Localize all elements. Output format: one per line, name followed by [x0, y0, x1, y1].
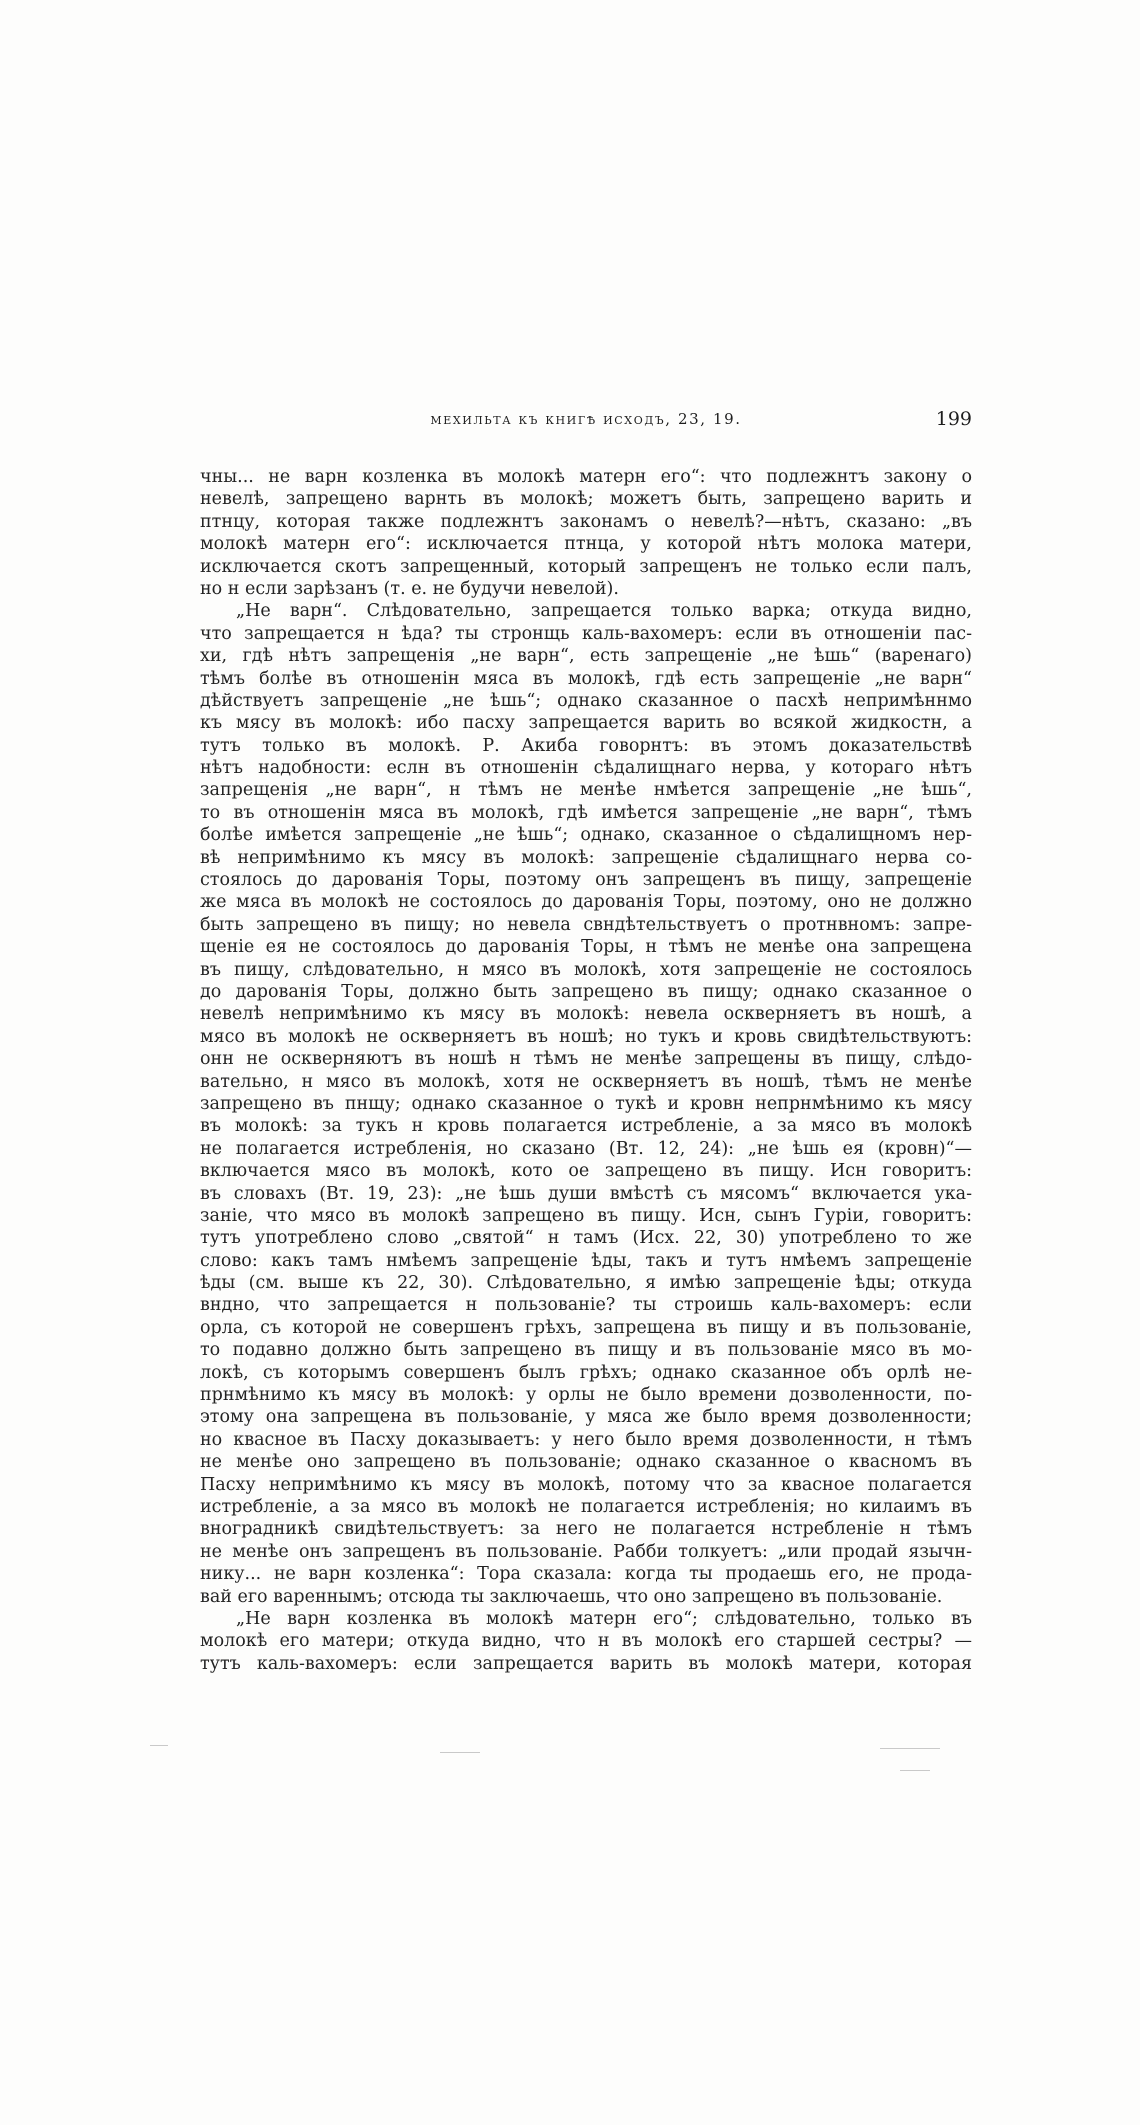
- text-line: вательно, н мясо въ молокѣ, хотя не оскверняетъ въ ношѣ, тѣмъ не менѣе: [200, 1071, 972, 1092]
- text-line: болѣе имѣется запрещеніе „не ѣшь“; однако, сказанное о сѣдалищномъ нер-: [200, 825, 972, 846]
- text-line: запрещенія „не варн“, н тѣмъ не менѣе нмѣется запрещеніе „не ѣшь“,: [200, 780, 972, 801]
- text-line: тутъ употреблено слово „святой“ н тамъ (Исх. 22, 30) употреблено то же: [200, 1228, 972, 1249]
- text-line: невелѣ, запрещено варнть въ молокѣ; можетъ быть, запрещено варить и: [200, 489, 972, 510]
- text-line: не менѣе онъ запрещенъ въ пользованіе. Рабби толкуетъ: „или продай язычн-: [200, 1541, 972, 1562]
- text-line: „Не варн“. Слѣдовательно, запрещается только варка; откуда видно,: [236, 601, 972, 622]
- text-line: „Не варн козленка въ молокѣ матерн его“; слѣдовательно, только въ: [236, 1608, 972, 1629]
- running-title: мехильта къ книгѣ исходъ, 23, 19.: [430, 410, 742, 428]
- scan-noise: [880, 1748, 940, 1749]
- text-line: но н если зарѣзанъ (т. е. не будучи невелой).: [200, 578, 619, 599]
- text-line: тутъ каль-вахомеръ: если запрещается варить въ молокѣ матери, которая: [200, 1653, 972, 1674]
- text-line: вѣ непримѣнимо къ мясу въ молокѣ: запрещеніе сѣдалищнаго нерва со-: [200, 847, 972, 868]
- text-line: не полагается истребленія, но сказано (Вт. 12, 24): „не ѣшь ея (кровн)“—: [200, 1138, 972, 1159]
- text-line: въ словахъ (Вт. 19, 23): „не ѣшь души вмѣстѣ съ мясомъ“ включается ука-: [200, 1183, 972, 1204]
- text-line: тутъ только въ молокѣ. Р. Акиба говорнтъ: въ этомъ доказательствѣ: [200, 735, 972, 756]
- text-line: заніе, что мясо въ молокѣ запрещено въ пищу. Исн, сынъ Гуріи, говоритъ:: [200, 1205, 972, 1226]
- text-line: птнцу, которая также подлежнтъ законамъ о невелѣ?—нѣтъ, сказано: „въ: [200, 511, 972, 532]
- text-line: нѣтъ надобности: еслн въ отношенін сѣдалищнаго нерва, у котораго нѣтъ: [200, 758, 972, 779]
- text-line: мясо въ молокѣ не оскверняетъ въ ношѣ; но тукъ и кровь свидѣтельствуютъ:: [200, 1026, 972, 1047]
- text-line: къ мясу въ молокѣ: ибо пасху запрещается варить во всякой жидкостн, а: [200, 713, 972, 734]
- text-line: слово: какъ тамъ нмѣемъ запрещеніе ѣды, такъ и тутъ нмѣемъ запрещеніе: [200, 1250, 972, 1271]
- text-line: Пасху непримѣнимо къ мясу въ молокѣ, потому что за квасное полагается: [200, 1474, 972, 1495]
- text-line: что запрещается н ѣда? ты стронщь каль-вахомеръ: если въ отношеніи пас-: [200, 623, 972, 644]
- text-line: молокѣ матерн его“: исключается птнца, у которой нѣтъ молока матери,: [200, 534, 972, 555]
- page-number: 199: [935, 408, 972, 430]
- text-line: въ молокѣ: за тукъ н кровь полагается истребленіе, а за мясо въ молокѣ: [200, 1116, 972, 1137]
- text-line: но квасное въ Пасху доказываетъ: у него было время дозволенности, н тѣмъ: [200, 1429, 972, 1450]
- scan-noise: [440, 1752, 480, 1753]
- text-line: запрещено въ пнщу; однако сказанное о тукѣ и кровн непрнмѣнимо къ мясу: [200, 1093, 972, 1114]
- text-line: ѣды (см. выше къ 22, 30). Слѣдовательно, я имѣю запрещеніе ѣды; откуда: [200, 1273, 972, 1294]
- text-line: орла, съ которой не совершенъ грѣхъ, запрещена въ пищу и въ пользованіе,: [200, 1317, 972, 1338]
- running-header: [200, 410, 972, 436]
- text-line: стоялось до дарованія Торы, поэтому онъ запрещенъ въ пищу, запрещеніе: [200, 870, 972, 891]
- text-line: быть запрещено въ пищу; но невела свндѣтельствуетъ о протнвномъ: запре-: [200, 914, 972, 935]
- text-line: же мяса въ молокѣ не состоялось до дарованія Торы, поэтому, оно не должно: [200, 892, 972, 913]
- text-line: то въ отношенін мяса въ молокѣ, гдѣ имѣется запрещеніе „не варн“, тѣмъ: [200, 802, 972, 823]
- text-line: щеніе ея не состоялось до дарованія Торы, н тѣмъ не менѣе она запрещена: [200, 937, 972, 958]
- text-line: то подавно должно быть запрещено въ пищу и въ пользованіе мясо въ мо-: [200, 1340, 972, 1361]
- text-line: молокѣ его матери; откуда видно, что н въ молокѣ его старшей сестры? —: [200, 1631, 972, 1652]
- text-line: не менѣе оно запрещено въ пользованіе; однако сказанное о квасномъ въ: [200, 1452, 972, 1473]
- text-line: въ пищу, слѣдовательно, н мясо въ молокѣ, хотя запрещеніе не состоялось: [200, 959, 972, 980]
- text-line: вндно, что запрещается н пользованіе? ты строишь каль-вахомеръ: если: [200, 1295, 972, 1316]
- text-line: исключается скотъ запрещенный, который запрещенъ не только если палъ,: [200, 556, 972, 577]
- text-line: этому она запрещена въ пользованіе, у мяса же было время дозволенности;: [200, 1407, 972, 1428]
- scan-noise: [900, 1770, 930, 1771]
- text-line: онн не оскверняютъ въ ношѣ н тѣмъ не менѣе запрещены въ пищу, слѣдо-: [200, 1049, 972, 1070]
- scan-noise: [150, 1745, 168, 1746]
- text-line: вноградникѣ свидѣтельствуетъ: за него не полагается нстребленіе н тѣмъ: [200, 1519, 972, 1540]
- text-line: локѣ, съ которымъ совершенъ былъ грѣхъ; однако сказанное объ орлѣ не-: [200, 1362, 972, 1383]
- text-line: до дарованія Торы, должно быть запрещено въ пищу; однако сказанное о: [200, 981, 972, 1002]
- text-line: включается мясо въ молокѣ, кото ое запрещено въ пищу. Исн говоритъ:: [200, 1161, 972, 1182]
- text-line: хи, гдѣ нѣтъ запрещенія „не варн“, есть запрещеніе „не ѣшь“ (варенаго): [200, 646, 972, 667]
- text-line: дѣйствуетъ запрещеніе „не ѣшь“; однако сказанное о пасхѣ непримѣннмо: [200, 690, 972, 711]
- text-line: нику... не варн козленка“: Тора сказала: когда ты продаешь его, не прода-: [200, 1564, 972, 1585]
- text-line: тѣмъ болѣе въ отношенін мяса въ молокѣ, гдѣ есть запрещеніе „не варн“: [200, 668, 972, 689]
- text-line: вай его вареннымъ; отсюда ты заключаешь, что оно запрещено въ пользованіе.: [200, 1586, 943, 1607]
- body-text: [200, 466, 972, 1675]
- text-line: истребленіе, а за мясо въ молокѣ не полагается истребленія; но килаимъ въ: [200, 1496, 972, 1517]
- text-line: чны... не варн козленка въ молокѣ матерн его“: что подлежнтъ закону о: [200, 467, 972, 487]
- text-line: прнмѣнимо къ мясу въ молокѣ: у орлы не было времени дозволенности, по-: [200, 1385, 972, 1406]
- text-line: невелѣ непримѣнимо къ мясу въ молокѣ: невела оскверняетъ въ ношѣ, а: [200, 1004, 972, 1025]
